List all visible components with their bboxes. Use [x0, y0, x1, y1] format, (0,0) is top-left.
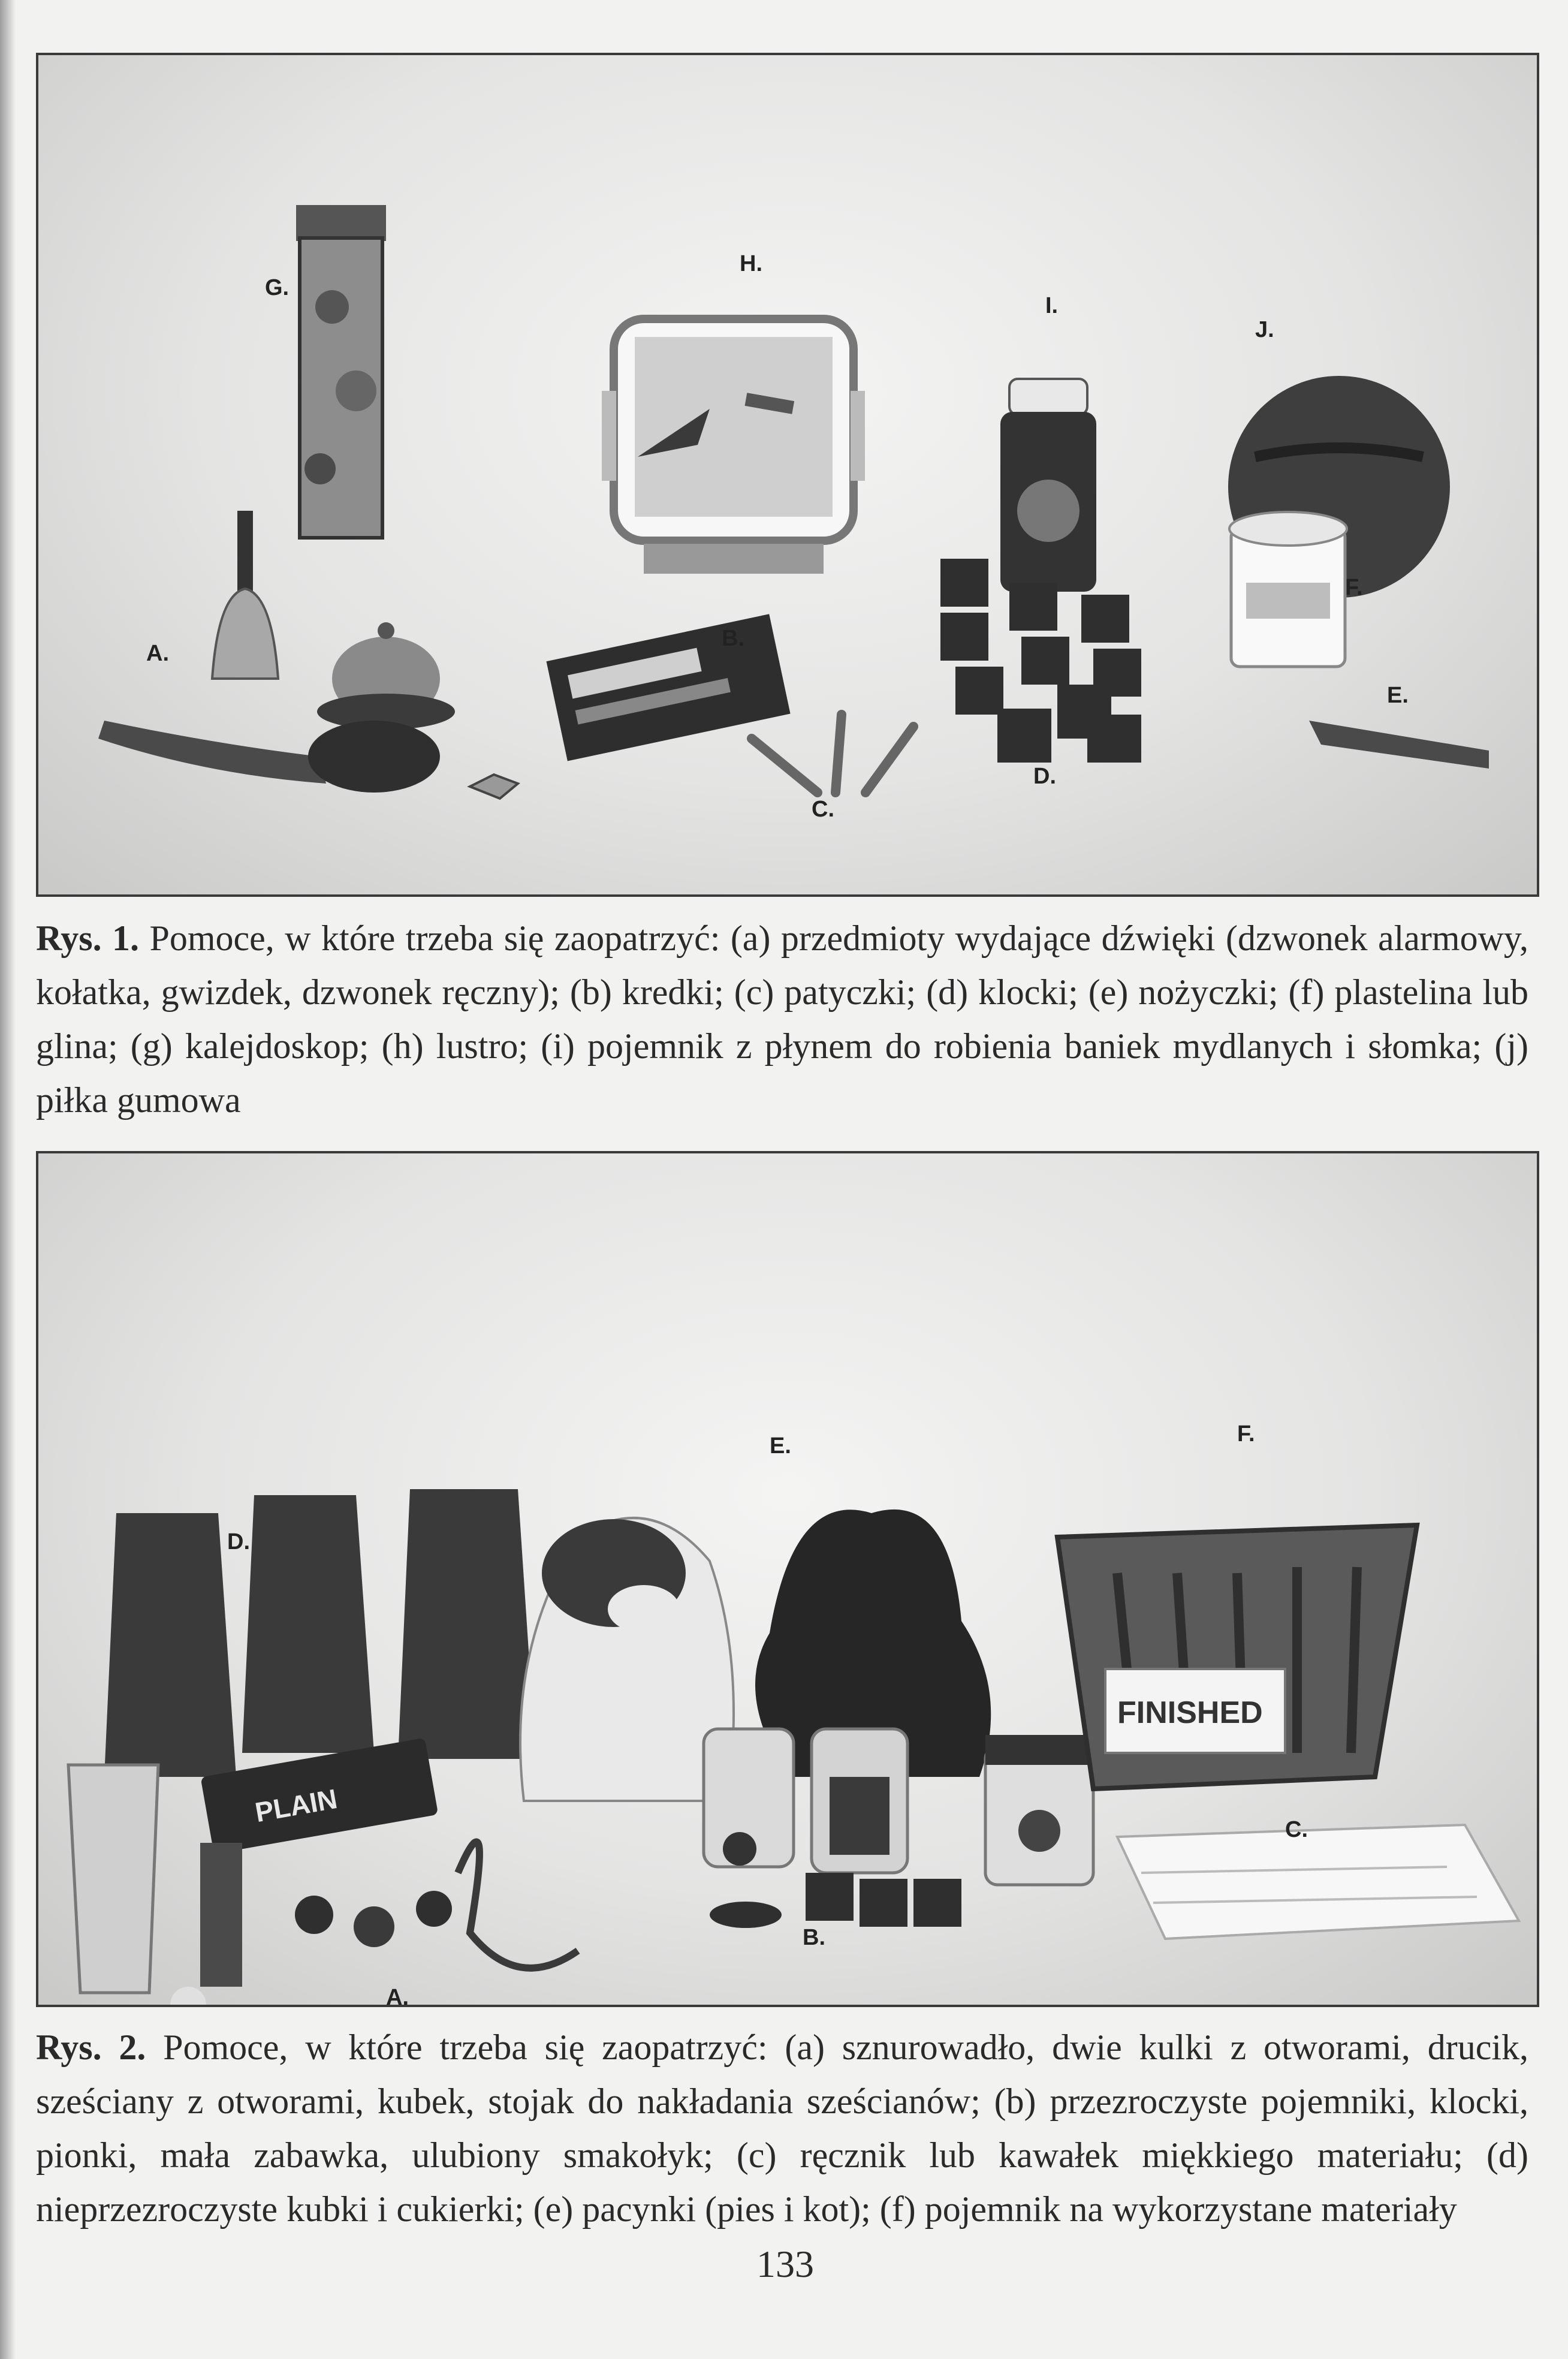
- figure-2-illustration: [38, 1153, 1537, 2005]
- toy-jar: [985, 1735, 1093, 1885]
- sticks: [752, 715, 913, 793]
- figure-2-caption-text: Pomoce, w które trzeba się zaopatrzyć: (a) sznurowadło, dwie kulki z otworami, drucik, sześciany z otworami, kubek, stojak do nakładania sześcianów; (b) przezroczyste pojemniki, klocki, pionki, mała zabawka, ulubiony smakołyk; (c) ręcznik lub kawałek miękkiego materiału; (d) nieprzezroczyste kubki i cukierki; (e) pacynki (pies i kot); (f) pojemnik na wykorzystane materiały: [36, 2027, 1528, 2229]
- fig1-label-g: G.: [265, 275, 290, 300]
- fig1-label-a: A.: [146, 641, 169, 666]
- figure-1-photo: [36, 53, 1539, 897]
- blocks: [940, 559, 1141, 763]
- scissors: [1309, 721, 1489, 769]
- figure-1-illustration: [38, 55, 1537, 894]
- fig2-label-a: A.: [386, 1985, 409, 2005]
- fig1-label-i: I.: [1045, 293, 1059, 318]
- finished-basket: [1057, 1525, 1417, 1789]
- lacing-set: [170, 1842, 578, 2005]
- rattle: [98, 721, 440, 793]
- hand-bell: [212, 511, 278, 679]
- whistle: [470, 775, 518, 799]
- fig1-label-c: C.: [812, 797, 834, 822]
- figure-2-caption: [36, 2020, 1528, 2236]
- candy-bag-label: PLAIN: [252, 1782, 340, 1828]
- desk-bell: [317, 622, 455, 730]
- figure-2-caption-label: Rys. 2.: [36, 2027, 146, 2067]
- fig2-label-e: E.: [770, 1433, 791, 1459]
- kaleidoscope: [296, 205, 386, 538]
- figure-1-caption-text: Pomoce, w które trzeba się zaopatrzyć: (a) przedmioty wydające dźwięki (dzwonek alarmowy, kołatka, gwizdek, dzwonek ręczny); (b) kredki; (c) patyczki; (d) klocki; (e) nożyczki; (f) plastelina lub glina; (g) kalejdoskop; (h) lustro; (i) pojemnik z płynem do robienia baniek mydlanych i słomka; (j) piłka gumowa: [36, 918, 1529, 1120]
- play-dough-tub: [1229, 512, 1347, 667]
- basket-sign: FINISHED: [1117, 1695, 1263, 1730]
- towel: [1117, 1825, 1519, 1939]
- mirror: [602, 319, 865, 574]
- fig2-label-d: D.: [227, 1529, 250, 1554]
- fig1-label-d: D.: [1033, 764, 1056, 789]
- figure-1-caption: [36, 911, 1528, 1127]
- bubble-container: [1000, 379, 1096, 592]
- page-gutter-shadow: [0, 0, 16, 2359]
- fig2-label-f: F.: [1237, 1421, 1255, 1447]
- page-number: 133: [756, 2243, 814, 2285]
- cup: [68, 1765, 158, 1993]
- figure-2-photo: [36, 1151, 1539, 2007]
- fig1-label-f: F.: [1345, 575, 1363, 600]
- fig1-label-h: H.: [740, 251, 762, 276]
- figure-1-caption-label: Rys. 1.: [36, 918, 140, 958]
- fig1-label-e: E.: [1387, 683, 1409, 708]
- dog-puppet: [520, 1518, 734, 1801]
- opaque-cups: [104, 1489, 536, 1777]
- fig2-label-c: C.: [1285, 1817, 1308, 1842]
- fig1-label-b: B.: [722, 626, 744, 651]
- candy-bag: [200, 1738, 438, 1854]
- fig1-label-j: J.: [1255, 317, 1274, 342]
- fig2-label-b: B.: [803, 1925, 825, 1950]
